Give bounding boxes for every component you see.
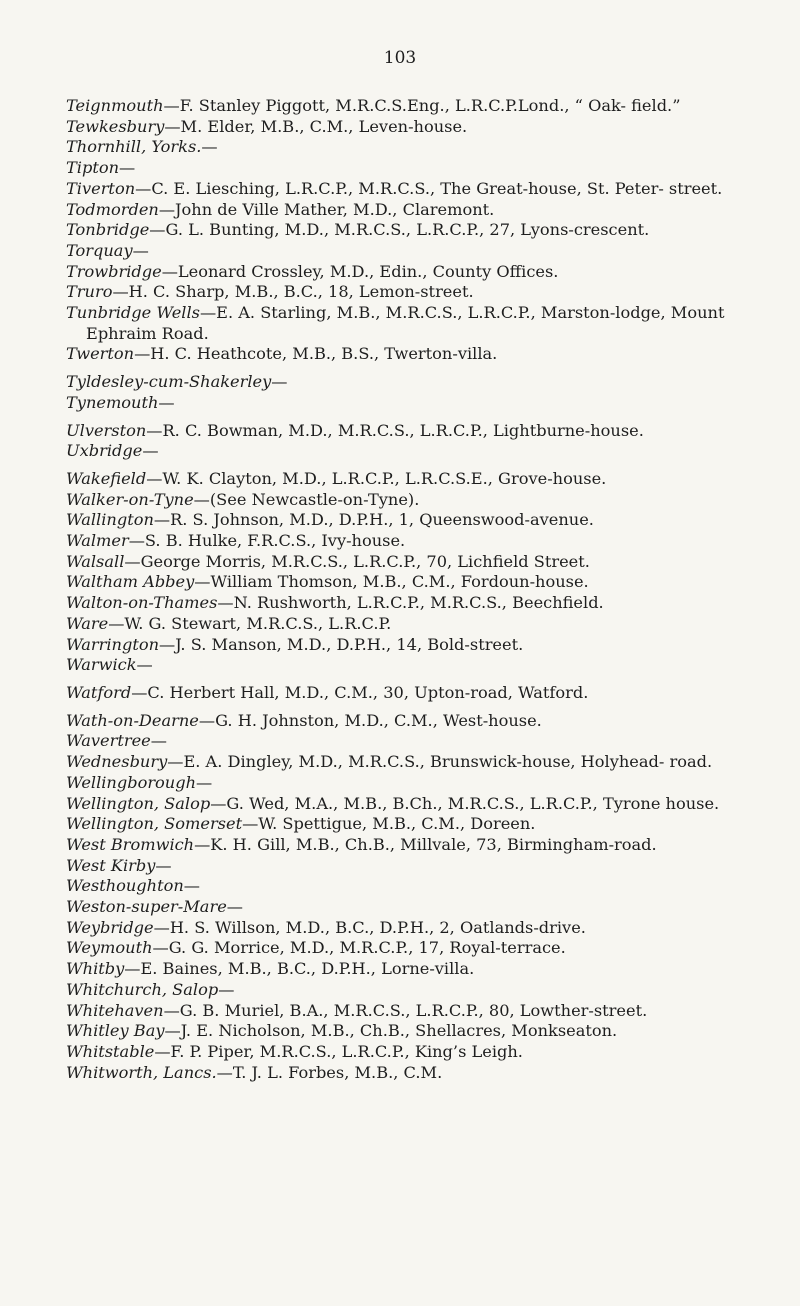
place-name: Tipton	[66, 158, 120, 178]
entry-separator: —	[198, 710, 216, 730]
directory-entry	[66, 282, 756, 303]
place-name: Wallington	[66, 510, 154, 530]
directory-entry	[66, 572, 756, 593]
officer-details: George Morris, M.R.C.S., L.R.C.P., 70, Lichfield Street.	[140, 551, 590, 571]
entry-separator: —	[226, 897, 243, 917]
officer-details: H. S. Willson, M.D., B.C., D.P.H., 2, Oatlands-drive.	[169, 917, 586, 937]
entry-separator: —	[124, 959, 141, 979]
place-name: Tiverton	[66, 178, 136, 198]
directory-entry	[66, 980, 756, 1001]
entry-separator: —	[163, 96, 180, 115]
place-name: Wavertree	[66, 731, 151, 751]
directory-entry	[66, 711, 756, 732]
entry-separator: —	[150, 731, 167, 751]
directory-entry	[66, 918, 756, 939]
officer-details: W. Spettigue, M.B., C.M., Doreen.	[258, 814, 536, 834]
entry-separator: —	[128, 531, 145, 551]
place-name: Wellington, Salop	[66, 793, 211, 813]
place-name: Wath-on-Dearne	[66, 710, 199, 730]
entry-separator: —	[242, 814, 259, 834]
officer-details: N. Rushworth, L.R.C.P., M.R.C.S., Beechfield.	[233, 593, 604, 613]
place-name: Westhoughton	[66, 876, 184, 896]
entry-separator: —	[142, 441, 159, 461]
directory-entry	[66, 372, 756, 393]
directory-entry	[66, 137, 756, 158]
entry-separator: —	[152, 938, 169, 958]
directory-entry	[66, 593, 756, 614]
officer-details: M. Elder, M.B., C.M., Leven-house.	[180, 116, 468, 136]
place-name: Truro	[66, 282, 113, 302]
entry-separator: —	[124, 551, 141, 571]
entry-separator: —	[196, 772, 213, 792]
directory-entry	[66, 856, 756, 877]
directory-entry	[66, 655, 756, 676]
directory-entry	[66, 938, 756, 959]
directory-entry	[66, 814, 756, 835]
officer-details: C. Herbert Hall, M.D., C.M., 30, Upton-road, Watford.	[147, 682, 589, 702]
officer-details: J. E. Nicholson, M.B., Ch.B., Shellacres, Monkseaton.	[180, 1021, 618, 1041]
officer-details: K. H. Gill, M.B., Ch.B., Millvale, 73, Birmingham-road.	[210, 834, 657, 854]
entry-separator: —	[217, 593, 234, 613]
entry-separator: —	[201, 137, 218, 157]
entry-separator: —	[164, 1021, 181, 1041]
officer-details: G. Wed, M.A., M.B., B.Ch., M.R.C.S., L.R.C.P., Tyrone house.	[226, 793, 720, 813]
entry-separator: —	[153, 917, 170, 937]
directory-entry	[66, 1063, 756, 1084]
place-name: Wakefield	[66, 468, 147, 488]
officer-details: C. E. Liesching, L.R.C.P., M.R.C.S., The Great-house, St. Peter- street.	[151, 178, 723, 198]
entry-separator: —	[136, 655, 153, 675]
directory-entry	[66, 531, 756, 552]
officer-details: E. A. Dingley, M.D., M.R.C.S., Brunswick-house, Holyhead- road.	[183, 752, 713, 772]
place-name: Thornhill, Yorks.	[66, 137, 202, 157]
entry-separator: —	[146, 420, 163, 440]
place-name: Waltham Abbey	[66, 572, 195, 592]
entry-separator: —	[119, 158, 136, 178]
entry-separator: —	[199, 303, 217, 323]
place-name: Torquay	[66, 240, 133, 260]
officer-details: F. Stanley Piggott, M.R.C.S.Eng., L.R.C.P.Lond., “ Oak- field.”	[179, 96, 681, 115]
directory-entry	[66, 614, 756, 635]
officer-details: John de Ville Mather, M.D., Claremont.	[175, 199, 495, 219]
place-name: Ulverston	[66, 420, 147, 440]
officer-details: W. K. Clayton, M.D., L.R.C.P., L.R.C.S.E., Grove-house.	[162, 468, 607, 488]
officer-details: G. G. Morrice, M.D., M.R.C.P., 17, Royal-terrace.	[168, 938, 566, 958]
entry-separator: —	[218, 979, 235, 999]
entry-separator: —	[112, 282, 129, 302]
place-name: Tewkesbury	[66, 116, 165, 136]
place-name: Walmer	[66, 531, 129, 551]
place-name: Walton-on-Thames	[66, 593, 218, 613]
officer-details: G. H. Johnston, M.D., C.M., West-house.	[215, 710, 542, 730]
place-name: Wellingborough	[66, 772, 197, 792]
place-name: Warwick	[66, 655, 137, 675]
entry-separator: —	[210, 793, 227, 813]
place-name: West Kirby	[66, 855, 156, 875]
directory-entry	[66, 683, 756, 704]
page-number: 103	[383, 48, 417, 68]
place-name: Wellington, Somerset	[66, 814, 243, 834]
entry-separator: —	[134, 344, 151, 364]
place-name: Wednesbury	[66, 752, 168, 772]
directory-entry	[66, 490, 756, 511]
place-name: Trowbridge	[66, 261, 162, 281]
place-name: Tyldesley-cum-Shakerley	[66, 372, 272, 392]
place-name: Weston-super-Mare	[66, 897, 227, 917]
place-name: Whitstable	[66, 1041, 155, 1061]
officer-details: G. L. Bunting, M.D., M.R.C.S., L.R.C.P., 27, Lyons-crescent.	[165, 220, 650, 240]
directory-entry	[66, 835, 756, 856]
entry-separator: —	[194, 572, 211, 592]
entry-separator: —	[158, 199, 176, 219]
entry-separator: —	[159, 634, 176, 654]
place-name: Tynemouth	[66, 392, 159, 412]
entry-separator: —	[108, 613, 125, 633]
directory-entry	[66, 1021, 756, 1042]
directory-entry	[66, 179, 756, 200]
place-name: Todmorden	[66, 199, 159, 219]
entry-separator: —	[153, 510, 171, 530]
directory-entry	[66, 1042, 756, 1063]
place-name: Watford	[66, 682, 132, 702]
directory-entry	[66, 344, 756, 365]
directory-entry	[66, 1001, 756, 1022]
officer-details: F. P. Piper, M.R.C.S., L.R.C.P., King’s Leigh.	[170, 1041, 523, 1061]
place-name: Walsall	[66, 551, 125, 571]
place-name: Walker-on-Tyne	[66, 489, 194, 509]
entry-separator: —	[135, 178, 152, 198]
officer-details: E. A. Starling, M.B., M.R.C.S., L.R.C.P., Marston-lodge, Mount Ephraim Road.	[86, 303, 725, 343]
directory-entry	[66, 393, 756, 414]
directory-entry	[66, 262, 756, 283]
place-name: Warrington	[66, 634, 159, 654]
place-name: Weybridge	[66, 917, 154, 937]
place-name: West Bromwich	[66, 834, 195, 854]
entry-separator: —	[155, 855, 172, 875]
officer-details: R. S. Johnson, M.D., D.P.H., 1, Queenswood-avenue.	[170, 510, 594, 530]
officer-details: W. G. Stewart, M.R.C.S., L.R.C.P.	[124, 613, 392, 633]
directory-entry	[66, 552, 756, 573]
place-name: Whitley Bay	[66, 1021, 165, 1041]
directory-entry	[66, 876, 756, 897]
directory-entry	[66, 241, 756, 262]
entry-separator: —	[164, 116, 181, 136]
directory-entry	[66, 773, 756, 794]
place-name: Twerton	[66, 344, 135, 364]
directory-entry	[66, 96, 756, 117]
officer-details: H. C. Sharp, M.B., B.C., 18, Lemon-street.	[128, 282, 474, 302]
entry-separator: —	[149, 220, 166, 240]
place-name: Uxbridge	[66, 441, 143, 461]
directory-entry	[66, 510, 756, 531]
entry-list	[66, 96, 756, 1083]
directory-entry	[66, 441, 756, 462]
place-name: Whitworth, Lancs.	[66, 1062, 217, 1082]
officer-details: H. C. Heathcote, M.B., B.S., Twerton-villa.	[150, 344, 498, 364]
entry-separator: —	[146, 468, 163, 488]
officer-details: R. C. Bowman, M.D., M.R.C.S., L.R.C.P., Lightburne-house.	[162, 420, 644, 440]
directory-entry	[66, 220, 756, 241]
entry-separator: —	[183, 876, 200, 896]
officer-details: T. J. L. Forbes, M.B., C.M.	[232, 1062, 443, 1082]
place-name: Whitby	[66, 959, 125, 979]
place-name: Teignmouth	[66, 96, 164, 115]
officer-details: J. S. Manson, M.D., D.P.H., 14, Bold-street.	[175, 634, 524, 654]
directory-entry	[66, 421, 756, 442]
entry-separator: —	[163, 1000, 180, 1020]
entry-separator: —	[193, 489, 210, 509]
officer-details: William Thomson, M.B., C.M., Fordoun-house.	[210, 572, 589, 592]
entry-separator: —	[158, 392, 175, 412]
officer-details: E. Baines, M.B., B.C., D.P.H., Lorne-villa.	[140, 959, 475, 979]
entry-separator: —	[216, 1062, 233, 1082]
directory-entry	[66, 158, 756, 179]
directory-entry	[66, 635, 756, 656]
entry-separator: —	[167, 752, 184, 772]
directory-entry	[66, 469, 756, 490]
entry-separator: —	[194, 834, 211, 854]
place-name: Ware	[66, 613, 109, 633]
place-name: Tonbridge	[66, 220, 150, 240]
entry-separator: —	[271, 372, 288, 392]
place-name: Whitehaven	[66, 1000, 164, 1020]
directory-entry	[66, 897, 756, 918]
place-name: Tunbridge Wells	[66, 303, 200, 323]
officer-details: (See Newcastle-on-Tyne).	[209, 489, 420, 509]
place-name: Whitchurch, Salop	[66, 979, 219, 999]
directory-entry	[66, 117, 756, 138]
entry-separator: —	[161, 261, 178, 281]
directory-entry	[66, 200, 756, 221]
place-name: Weymouth	[66, 938, 153, 958]
officer-details: Leonard Crossley, M.D., Edin., County Offices.	[177, 261, 559, 281]
directory-entry	[66, 731, 756, 752]
entry-separator: —	[154, 1041, 171, 1061]
officer-details: G. B. Muriel, B.A., M.R.C.S., L.R.C.P., 80, Lowther-street.	[179, 1000, 648, 1020]
directory-entry	[66, 794, 756, 815]
directory-entry	[66, 752, 756, 773]
directory-entry	[66, 303, 756, 344]
entry-separator: —	[132, 240, 149, 260]
entry-separator: —	[131, 682, 148, 702]
officer-details: S. B. Hulke, F.R.C.S., Ivy-house.	[144, 531, 406, 551]
directory-entry	[66, 959, 756, 980]
